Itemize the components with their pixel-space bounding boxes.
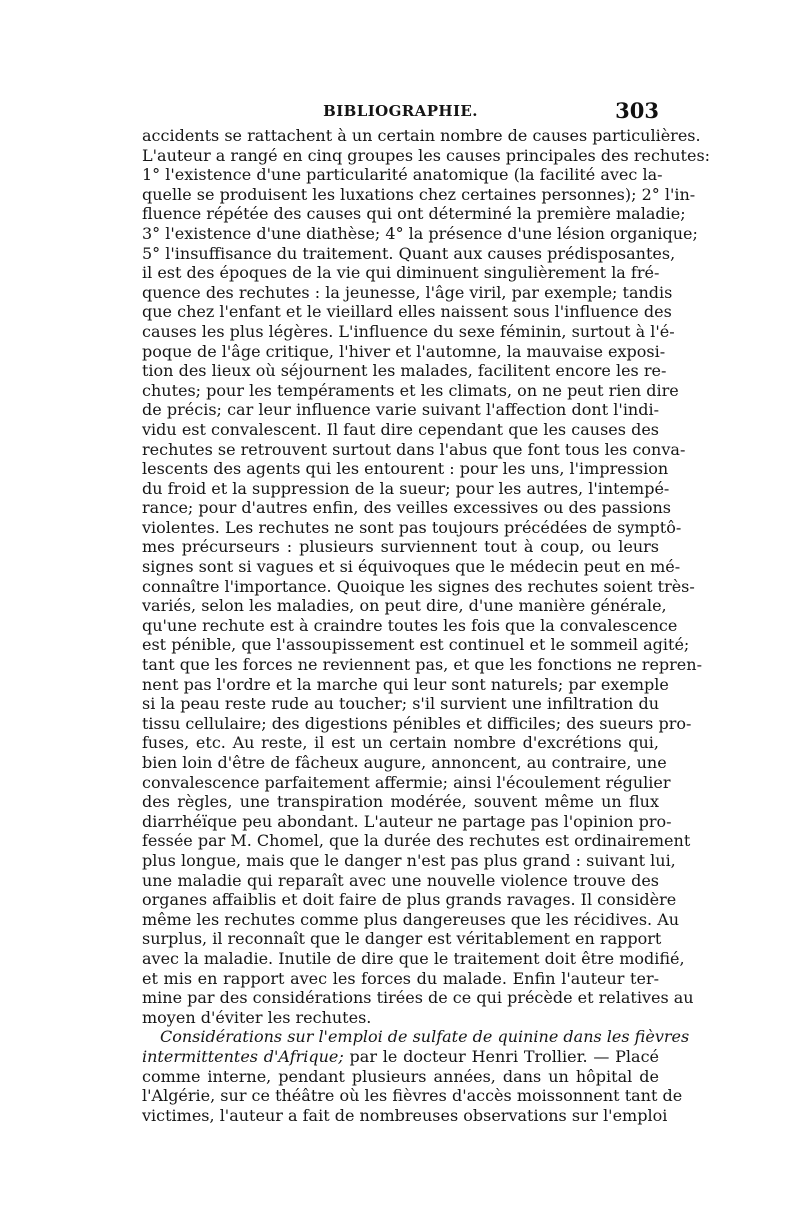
text-line: chutes; pour les tempéraments et les climats, on ne peut rien dire	[142, 380, 679, 400]
text-line: bien loin d'être de fâcheux augure, annoncent, au contraire, une	[142, 753, 667, 772]
book-title-italic: Considérations sur l'emploi de sulfate de quinine dans les fièvres	[160, 1027, 690, 1047]
page-number: 303	[615, 98, 659, 123]
text-line: mine par des considérations tirées de ce qui précède et relatives au	[142, 988, 694, 1008]
text-line: avec la maladie. Inutile de dire que le traitement doit être modifié,	[142, 948, 685, 968]
text-line: signes sont si vagues et si équivoques que le médecin peut en mé-	[142, 557, 681, 577]
text-line: qu'une rechute est à craindre toutes les fois que la convalescence	[142, 615, 678, 635]
paragraph-rechutes-review	[142, 126, 711, 1027]
text-line: moyen d'éviter les rechutes.	[142, 1007, 372, 1027]
text-line: connaître l'importance. Quoique les signes des rechutes soient très-	[142, 576, 695, 596]
text-line: tissu cellulaire; des digestions pénibles et difficiles; des sueurs pro-	[142, 713, 692, 733]
text-line: nent pas l'ordre et la marche qui leur sont naturels; par exemple	[142, 674, 669, 694]
text-line: L'auteur a rangé en cinq groupes les causes principales des rechutes:	[142, 145, 711, 165]
text-line: organes affaiblis et doit faire de plus grands ravages. Il considère	[142, 890, 677, 910]
text-line: 3° l'existence d'une diathèse; 4° la présence d'une lésion organique;	[142, 223, 698, 243]
text-line: variés, selon les maladies, on peut dire, d'une manière générale,	[142, 596, 667, 616]
book-title-italic-cont: intermittentes d'Afrique;	[142, 1046, 344, 1066]
text-line: mes précurseurs : plusieurs surviennent tout à coup, ou leurs	[142, 537, 659, 557]
text-line: comme interne, pendant plusieurs années, dans un hôpital de	[142, 1066, 659, 1086]
body-text	[142, 126, 711, 1125]
text-line: rance; pour d'autres enfin, des veilles excessives ou des passions	[142, 498, 671, 518]
text-line: quence des rechutes : la jeunesse, l'âge viril, par exemple; tandis	[142, 282, 673, 302]
running-head: BIBLIOGRAPHIE.	[323, 102, 478, 120]
text-line: rechutes se retrouvent surtout dans l'abus que font tous les conva-	[142, 439, 686, 459]
text-line: convalescence parfaitement affermie; ainsi l'écoulement régulier	[142, 772, 671, 792]
text-line: vidu est convalescent. Il faut dire cependant que les causes des	[142, 419, 659, 439]
text-line: lescents des agents qui les entourent : pour les uns, l'impression	[142, 459, 669, 479]
text-line: causes les plus légères. L'influence du sexe féminin, surtout à l'é-	[142, 321, 675, 341]
text-line: fessée par M. Chomel, que la durée des rechutes est ordinairement	[142, 831, 691, 851]
text-line: surplus, il reconnaît que le danger est véritablement en rapport	[142, 929, 662, 949]
text-line: si la peau reste rude au toucher; s'il survient une infiltration du	[142, 694, 659, 714]
text-line: quelle se produisent les luxations chez certaines personnes); 2° l'in-	[142, 184, 696, 204]
text-line: accidents se rattachent à un certain nombre de causes particulières.	[142, 126, 701, 145]
text-line: il est des époques de la vie qui diminuent singulièrement la fré-	[142, 263, 660, 283]
text-line: diarrhéïque peu abondant. L'auteur ne partage pas l'opinion pro-	[142, 811, 672, 831]
text-line: des règles, une transpiration modérée, souvent même un flux	[142, 792, 659, 812]
text-line: et mis en rapport avec les forces du malade. Enfin l'auteur ter-	[142, 968, 659, 988]
text-line: l'Algérie, sur ce théâtre où les fièvres d'accès moissonnent tant de	[142, 1086, 683, 1106]
text-line: de précis; car leur influence varie suivant l'affection dont l'indi-	[142, 400, 659, 420]
text-line: 5° l'insuffisance du traitement. Quant aux causes prédisposantes,	[142, 243, 676, 263]
text-line: poque de l'âge critique, l'hiver et l'automne, la mauvaise exposi-	[142, 341, 666, 361]
text-line: même les rechutes comme plus dangereuses que les récidives. Au	[142, 909, 680, 929]
author-credit: par le docteur Henri Trollier. — Placé	[343, 1046, 659, 1066]
text-line: tion des lieux où séjournent les malades, facilitent encore les re-	[142, 361, 667, 381]
paragraph-quinine-review	[142, 1027, 690, 1125]
page-header	[142, 100, 659, 124]
text-line: tant que les forces ne reviennent pas, et que les fonctions ne repren-	[142, 655, 702, 675]
text-line: fluence répétée des causes qui ont déterminé la première maladie;	[142, 204, 686, 224]
text-line: du froid et la suppression de la sueur; pour les autres, l'intempé-	[142, 478, 670, 498]
paragraph-lines	[142, 1066, 683, 1126]
text-line: une maladie qui reparaît avec une nouvelle violence trouve des	[142, 870, 659, 890]
text-line	[142, 1047, 659, 1067]
text-line: violentes. Les rechutes ne sont pas toujours précédées de symptô-	[142, 517, 682, 537]
text-line: plus longue, mais que le danger n'est pas plus grand : suivant lui,	[142, 850, 676, 870]
text-line: 1° l'existence d'une particularité anatomique (la facilité avec la-	[142, 165, 663, 185]
text-line: est pénible, que l'assoupissement est continuel et le sommeil agité;	[142, 635, 690, 655]
text-line: victimes, l'auteur a fait de nombreuses observations sur l'emploi	[142, 1105, 668, 1125]
text-line: fuses, etc. Au reste, il est un certain nombre d'excrétions qui,	[142, 733, 659, 753]
text-line: que chez l'enfant et le vieillard elles naissent sous l'influence des	[142, 302, 672, 322]
text-line	[142, 1027, 690, 1047]
